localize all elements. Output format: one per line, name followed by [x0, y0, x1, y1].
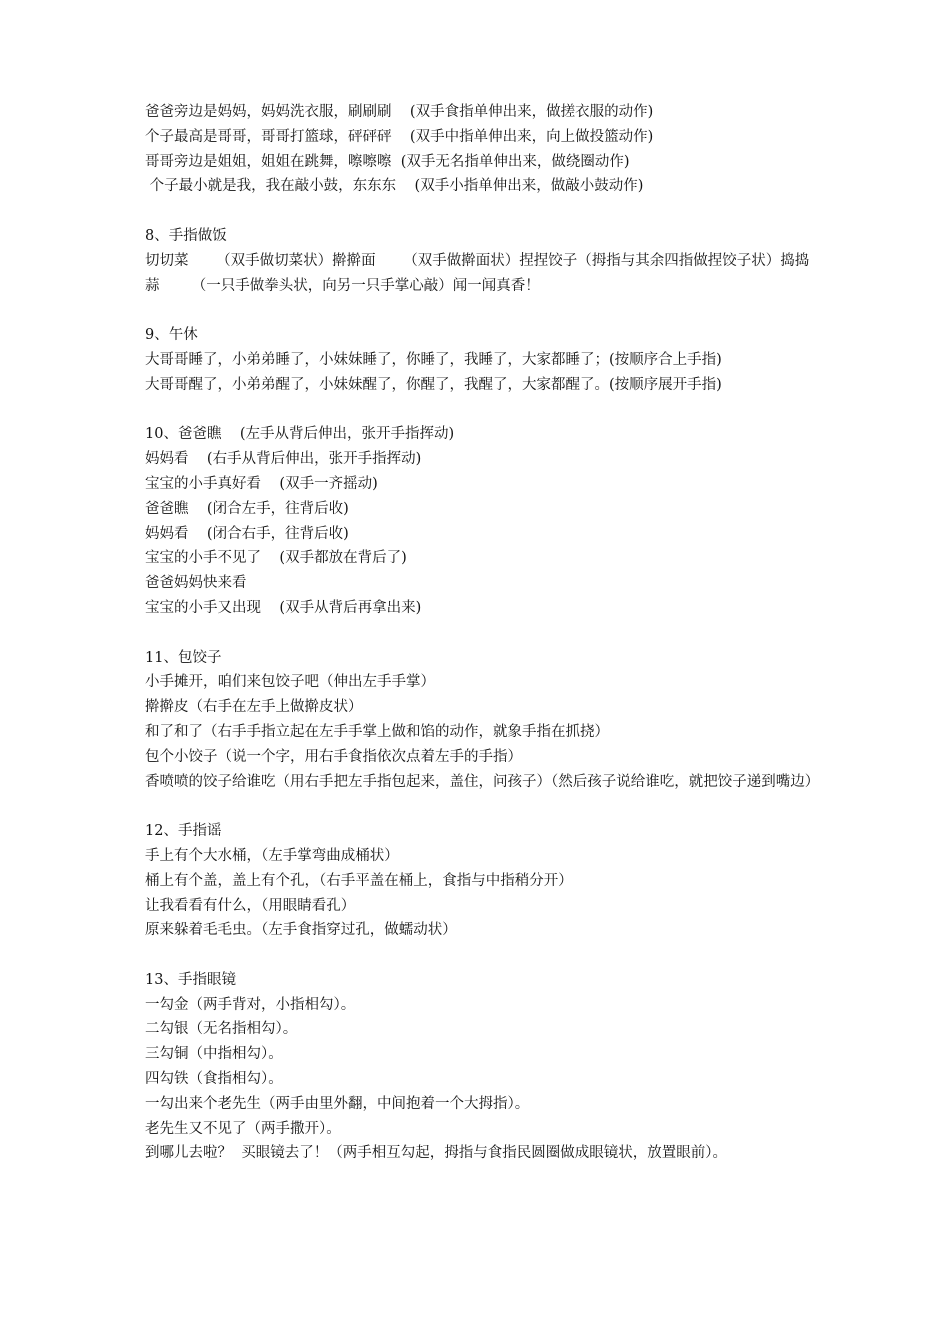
- section-11-title: 11、包饺子: [145, 649, 222, 666]
- section-12-line-2: 桶上有个盖，盖上有个孔，（右手平盖在桶上，食指与中指稍分开）: [145, 872, 573, 889]
- section-13-line-1: 一勾金（两手背对，小指相勾）。: [145, 996, 356, 1013]
- section-10-line-5: 宝宝的小手不见了 (双手都放在背后了): [145, 550, 407, 567]
- section-10-line-4: 妈妈看 (闭合右手，往背后收): [145, 525, 349, 542]
- section-12-line-1: 手上有个大水桶，（左手掌弯曲成桶状）: [145, 847, 399, 864]
- intro-line-2: 个子最高是哥哥，哥哥打篮球，砰砰砰 (双手中指单伸出来，向上做投篮动作): [145, 128, 654, 145]
- section-9-line-2: 大哥哥醒了，小弟弟醒了，小妹妹醒了，你醒了，我醒了，大家都醒了。(按顺序展开手指): [145, 376, 722, 393]
- section-13-line-5: 一勾出来个老先生（两手由里外翻，中间抱着一个大拇指）。: [145, 1095, 530, 1112]
- paragraph-gap: [145, 621, 820, 646]
- section-10-line-3: 爸爸瞧 (闭合左手，往背后收): [145, 500, 349, 517]
- section-11-line-5: 香喷喷的饺子给谁吃（用右手把左手指包起来，盖住，问孩子）（然后孩子说给谁吃，就把饺子递到嘴边）: [145, 773, 820, 790]
- section-11-line-4: 包个小饺子（说一个字，用右手食指依次点着左手的手指）: [145, 748, 522, 765]
- section-8-text: 切切菜 （双手做切菜状）擀擀面 （双手做擀面状）捏捏饺子（拇指与其余四指做捏饺子状）捣捣蒜 （一只手做拳头状，向另一只手掌心敲）闻一闻真香！: [145, 252, 810, 294]
- paragraph-gap: [145, 943, 820, 968]
- section-11-line-2: 擀擀皮（右手在左手上做擀皮状）: [145, 699, 363, 716]
- intro-line-1: 爸爸旁边是妈妈，妈妈洗衣服，刷刷刷 (双手食指单伸出来，做搓衣服的动作): [145, 104, 654, 120]
- paragraph-gap: [145, 398, 820, 423]
- section-13-line-3: 三勾铜（中指相勾）。: [145, 1046, 283, 1063]
- paragraph-gap: [145, 298, 820, 323]
- section-12-line-4: 原来躲着毛毛虫。（左手食指穿过孔，做蠕动状）: [145, 922, 457, 939]
- section-10-line-6: 爸爸妈妈快来看: [145, 575, 247, 592]
- section-12-title: 12、手指谣: [145, 823, 222, 840]
- paragraph-gap: [145, 794, 820, 819]
- section-11-line-3: 和了和了（右手手指立起在左手手掌上做和馅的动作，就象手指在抓挠）: [145, 723, 609, 740]
- section-10-line-2: 宝宝的小手真好看 (双手一齐摇动): [145, 475, 378, 492]
- document-body: [145, 100, 820, 1166]
- intro-line-4: 个子最小就是我，我在敲小鼓，东东东 (双手小指单伸出来，做敲小鼓动作): [145, 178, 644, 195]
- section-13-line-4: 四勾铁（食指相勾）。: [145, 1071, 283, 1088]
- section-12-line-3: 让我看看有什么，（用眼睛看孔）: [145, 897, 356, 914]
- section-13-line-7: 到哪儿去啦？ 买眼镜去了！（两手相互勾起，拇指与食指民圆圈做成眼镜状，放置眼前）。: [145, 1145, 727, 1162]
- section-13-line-6: 老先生又不见了（两手撒开）。: [145, 1120, 341, 1137]
- section-10-title: 10、爸爸瞧 (左手从背后伸出，张开手指挥动): [145, 426, 455, 443]
- section-13-line-2: 二勾银（无名指相勾）。: [145, 1021, 298, 1038]
- section-13-title: 13、手指眼镜: [145, 971, 236, 988]
- section-10-line-1: 妈妈看 (右手从背后伸出，张开手指挥动): [145, 451, 422, 468]
- paragraph-gap: [145, 199, 820, 224]
- section-8-title: 8、手指做饭: [145, 227, 227, 244]
- section-10-line-7: 宝宝的小手又出现 (双手从背后再拿出来): [145, 599, 422, 616]
- section-11-line-1: 小手摊开，咱们来包饺子吧（伸出左手手掌）: [145, 674, 435, 691]
- section-9-title: 9、午休: [145, 327, 198, 344]
- intro-line-3: 哥哥旁边是姐姐，姐姐在跳舞，嚓嚓嚓 (双手无名指单伸出来，做绕圈动作): [145, 153, 630, 170]
- section-9-line-1: 大哥哥睡了，小弟弟睡了，小妹妹睡了，你睡了，我睡了，大家都睡了；(按顺序合上手指): [145, 351, 722, 368]
